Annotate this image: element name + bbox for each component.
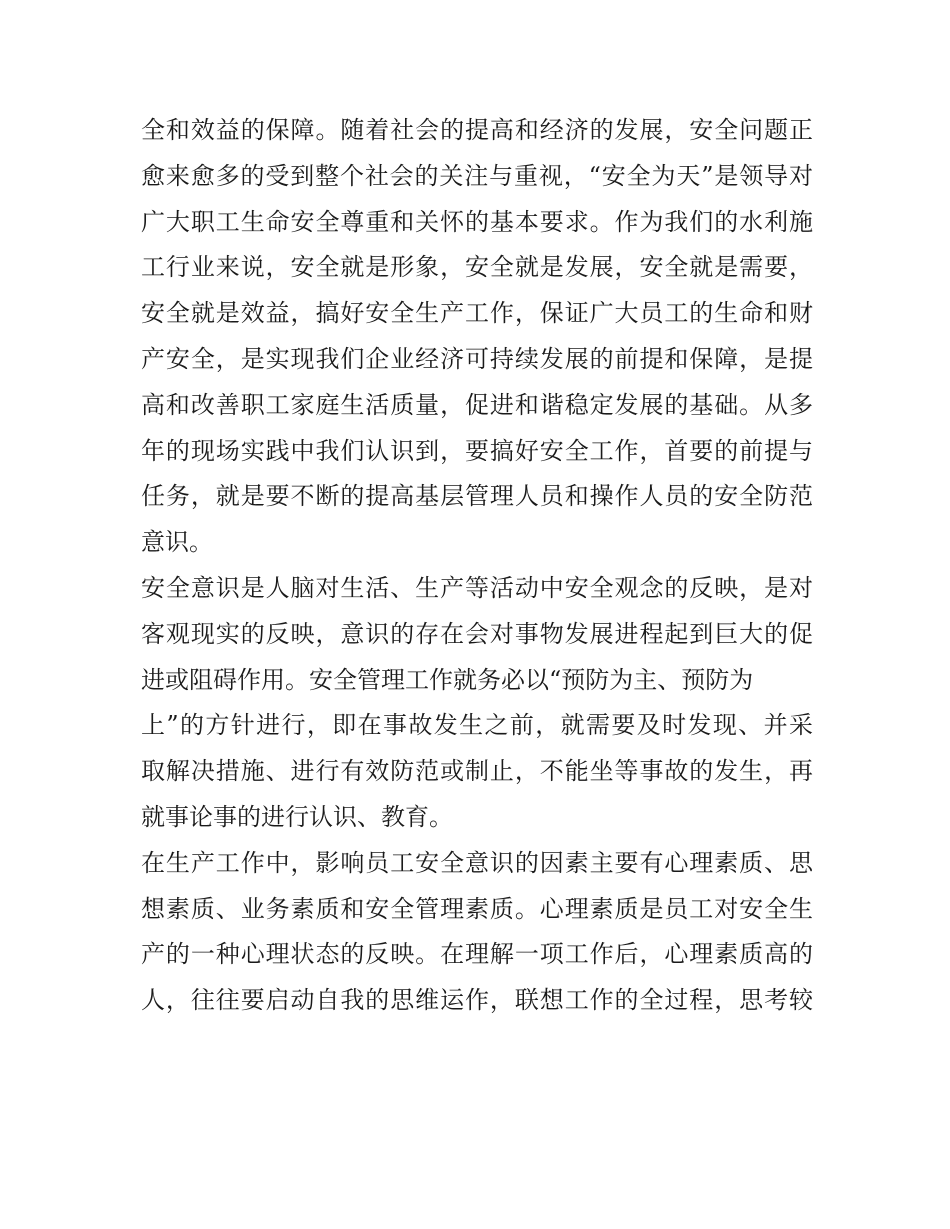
text-line: 安全意识是人脑对生活、生产等活动中安全观念的反映，是对 bbox=[141, 573, 813, 602]
text-line: 取解决措施、进行有效防范或制止，不能坐等事故的发生，再 bbox=[141, 757, 813, 786]
document-body bbox=[141, 108, 813, 1024]
text-line: 年的现场实践中我们认识到，要搞好安全工作，首要的前提与 bbox=[141, 436, 813, 465]
text-line: 进或阻碍作用。安全管理工作就务必以“预防为主、预防为 bbox=[141, 665, 754, 694]
text-line: 广大职工生命安全尊重和关怀的基本要求。作为我们的水利施 bbox=[141, 207, 813, 236]
paragraph-3 bbox=[141, 841, 813, 1024]
text-line: 愈来愈多的受到整个社会的关注与重视，“安全为天”是领导对 bbox=[141, 161, 813, 190]
paragraph-1 bbox=[141, 108, 813, 566]
text-line: 在生产工作中，影响员工安全意识的因素主要有心理素质、思 bbox=[141, 848, 813, 877]
text-line: 上”的方针进行，即在事故发生之前，就需要及时发现、并采 bbox=[141, 711, 813, 740]
text-line: 意识。 bbox=[141, 528, 213, 557]
text-line: 任务，就是要不断的提高基层管理人员和操作人员的安全防范 bbox=[141, 482, 813, 511]
text-line: 就事论事的进行认识、教育。 bbox=[141, 802, 453, 831]
text-line: 人，往往要启动自我的思维运作，联想工作的全过程，思考较 bbox=[141, 986, 813, 1015]
text-line: 产安全，是实现我们企业经济可持续发展的前提和保障，是提 bbox=[141, 344, 813, 373]
text-line: 安全就是效益，搞好安全生产工作，保证广大员工的生命和财 bbox=[141, 299, 813, 328]
text-line: 高和改善职工家庭生活质量，促进和谐稳定发展的基础。从多 bbox=[141, 390, 813, 419]
text-line: 想素质、业务素质和安全管理素质。心理素质是员工对安全生 bbox=[141, 894, 813, 923]
paragraph-2 bbox=[141, 566, 813, 841]
text-line: 产的一种心理状态的反映。在理解一项工作后，心理素质高的 bbox=[141, 940, 813, 969]
text-line: 客观现实的反映，意识的存在会对事物发展进程起到巨大的促 bbox=[141, 619, 813, 648]
text-line: 工行业来说，安全就是形象，安全就是发展，安全就是需要， bbox=[141, 253, 813, 282]
text-line: 全和效益的保障。随着社会的提高和经济的发展，安全问题正 bbox=[141, 116, 813, 144]
